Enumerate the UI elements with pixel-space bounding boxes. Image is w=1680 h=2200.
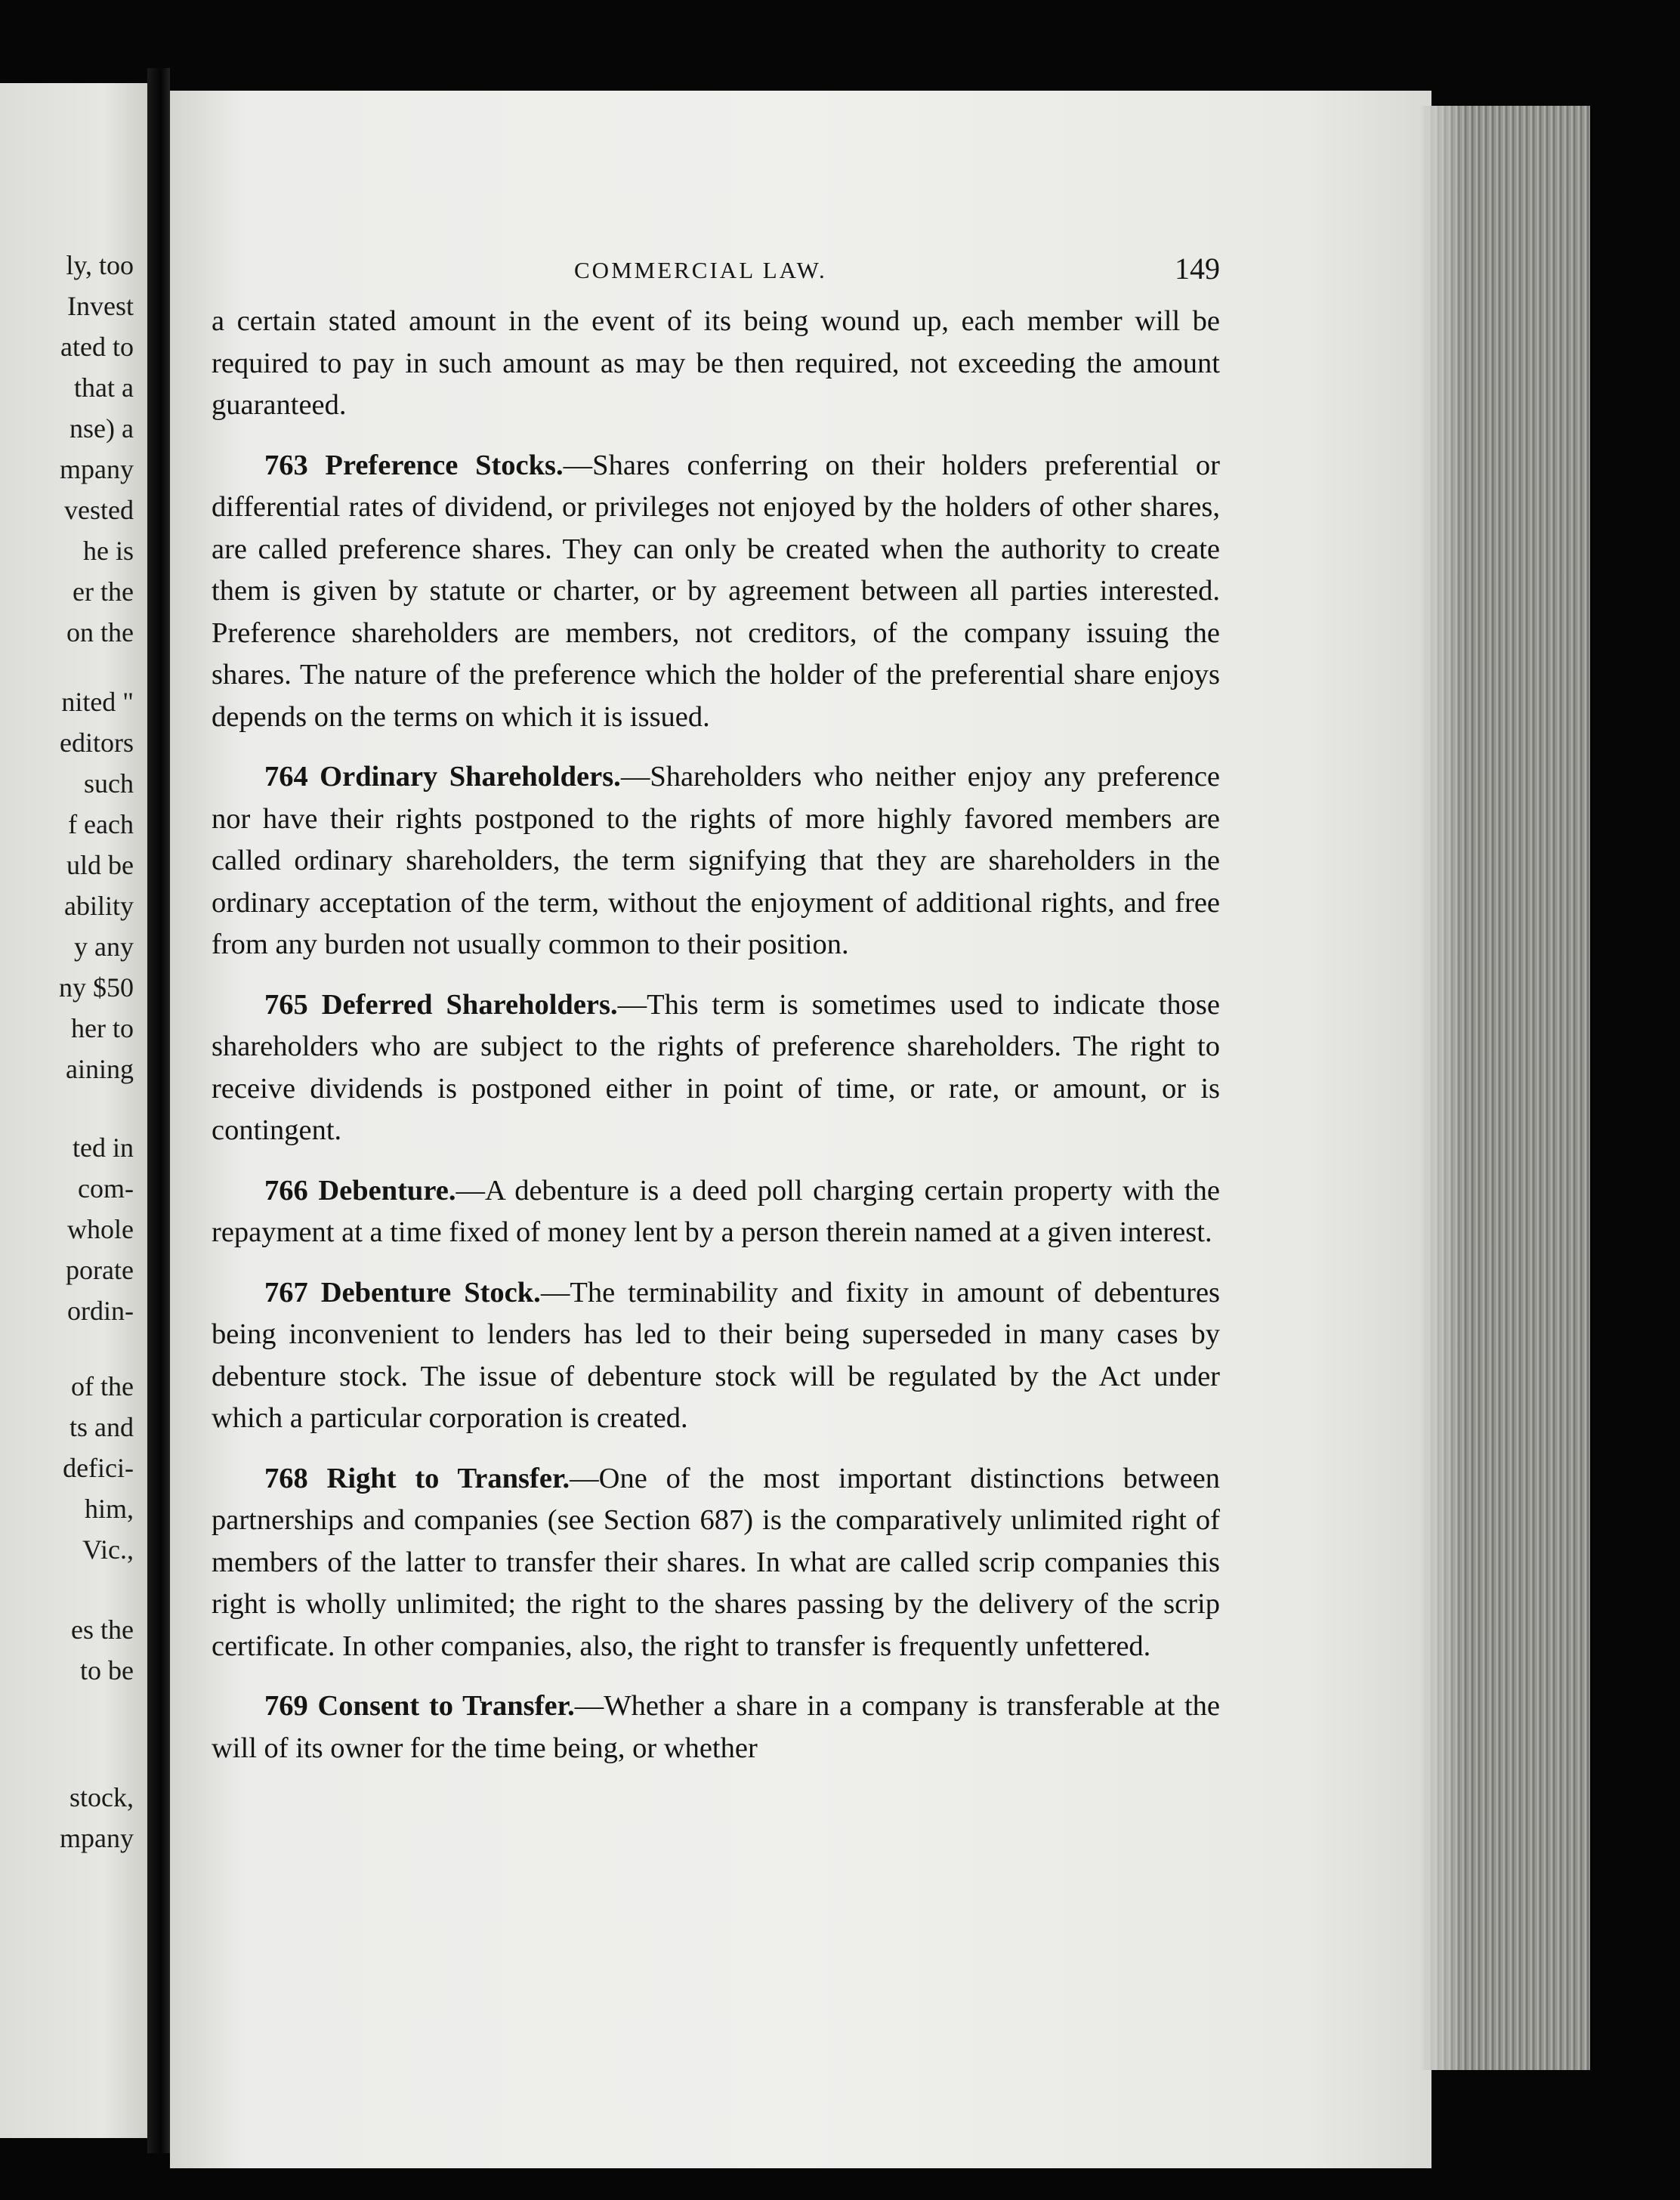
- section-title: Ordinary Shareholders.: [320, 761, 621, 793]
- book-gutter: [147, 68, 170, 2153]
- left-page-fragment: es the: [71, 1614, 134, 1645]
- paragraph-text: —Whether a share in a company is transferable at the will of its owner for the time being, or whether: [212, 1690, 1220, 1764]
- left-page-fragment: ts and: [69, 1412, 134, 1442]
- section-number: 766: [264, 1174, 308, 1207]
- left-page-fragment: ny $50: [59, 972, 134, 1003]
- left-page-fragment: vested: [64, 495, 134, 525]
- paragraph-text: —A debenture is a deed poll charging certain property with the repayment at a time fixed of money lent by a person therein named at a given interest.: [212, 1174, 1220, 1248]
- paragraph-text: —The terminability and fixity in amount of debentures being inconvenient to lenders has led to their being superseded in many cases by debenture stock. The issue of debenture stock will be regulated by the Act under which a particular corporation is created.: [212, 1276, 1221, 1434]
- section-764: [212, 756, 1220, 966]
- section-765: [212, 984, 1220, 1152]
- left-page-fragment: ordin-: [67, 1296, 134, 1326]
- left-page-fragment: him,: [84, 1494, 134, 1524]
- section-766: [212, 1170, 1220, 1254]
- section-title: Deferred Shareholders.: [321, 988, 618, 1021]
- section-title: Right to Transfer.: [326, 1462, 570, 1494]
- left-page-fragment: to be: [80, 1655, 134, 1686]
- page-body: [212, 301, 1220, 1788]
- left-page-fragment: mpany: [60, 1823, 134, 1853]
- left-page-fragment: mpany: [60, 454, 134, 484]
- left-page-fragment: uld be: [66, 850, 134, 880]
- page-number: 149: [1175, 252, 1220, 286]
- left-page-fragment: on the: [66, 617, 134, 647]
- page-header: [170, 249, 1431, 295]
- left-page-fragment: her to: [71, 1013, 134, 1043]
- left-page-fragment: nse) a: [69, 413, 134, 443]
- section-number: 767: [264, 1276, 308, 1309]
- left-page-fragment: er the: [73, 576, 134, 607]
- paragraph-continued: [212, 301, 1220, 427]
- section-number: 765: [264, 988, 308, 1021]
- section-number: 768: [264, 1462, 308, 1494]
- left-page-fragment: editors: [60, 728, 134, 758]
- left-page-fragment: of the: [71, 1371, 134, 1401]
- main-page: [170, 91, 1431, 2168]
- left-page-fragment: ly, too: [66, 250, 134, 280]
- section-title: Debenture Stock.: [320, 1276, 541, 1309]
- running-head: COMMERCIAL LAW.: [574, 257, 827, 283]
- section-768: [212, 1458, 1220, 1668]
- page-edge-shadow: [1420, 106, 1465, 2070]
- left-page-fragment: that a: [74, 372, 134, 403]
- left-page-fragment: such: [84, 768, 134, 799]
- paragraph-text: —Shares conferring on their holders preferential or differential rates of dividend, or privileges not enjoyed by the holders of other shares, are called preference shares. They can only be created when the authority to create them is given by statute or charter, or by agreement between all parties interested. Preference shareholders are members, not creditors, of the company issuing the shares. The nature of the preference which the holder of the preferential share enjoys depends on the terms on which it is issued.: [212, 449, 1220, 733]
- left-page-fragment: nited ": [61, 687, 134, 717]
- left-page-fragment: ability: [64, 891, 134, 921]
- section-number: 764: [264, 761, 308, 793]
- left-page-fragment: whole: [67, 1214, 134, 1244]
- left-page-fragment: Invest: [67, 291, 134, 321]
- section-769: [212, 1686, 1220, 1769]
- left-page-fragment: stock,: [69, 1782, 134, 1812]
- left-facing-page: [0, 83, 152, 2138]
- left-page-fragment: y any: [74, 932, 134, 962]
- paragraph-text: a certain stated amount in the event of its being wound up, each member will be required to pay in such amount as may be then required, not exceeding the amount guaranteed.: [212, 305, 1220, 421]
- paragraph-text: —One of the most important distinctions between partnerships and companies (see Section 687) is the comparatively unlimited right of members of the latter to transfer their shares. In what are called scrip companies this right is wholly unlimited; the right to the shares passing by the delivery of the scrip certificate. In other companies, also, the right to transfer is frequently unfettered.: [212, 1462, 1220, 1662]
- left-page-fragment: com-: [78, 1173, 134, 1204]
- section-number: 769: [264, 1690, 308, 1722]
- left-page-fragment: he is: [83, 536, 134, 566]
- section-767: [212, 1272, 1220, 1440]
- section-763: [212, 445, 1220, 739]
- section-title: Consent to Transfer.: [317, 1690, 575, 1722]
- left-page-fragment: ated to: [60, 332, 134, 362]
- left-page-fragment: ted in: [73, 1132, 134, 1163]
- left-page-fragment: porate: [66, 1255, 134, 1285]
- section-title: Preference Stocks.: [325, 449, 564, 481]
- section-number: 763: [264, 449, 308, 481]
- paragraph-text: —Shareholders who neither enjoy any preference nor have their rights postponed to the rights of more highly favored members are called ordinary shareholders, the term signifying that they are shareholders in the ordinary acceptation of the term, without the enjoyment of additional rights, and free from any burden not usually common to their position.: [212, 761, 1221, 960]
- left-page-fragment: defici-: [63, 1453, 134, 1483]
- section-title: Debenture.: [318, 1174, 456, 1207]
- paragraph-text: —This term is sometimes used to indicate those shareholders who are subject to the rights of preference shareholders. The right to receive dividends is postponed either in point of time, or rate, or amount, or is contingent.: [212, 988, 1220, 1146]
- left-page-fragment: Vic.,: [82, 1534, 134, 1565]
- left-page-fragment: aining: [66, 1054, 134, 1084]
- left-page-fragment: f each: [68, 809, 134, 839]
